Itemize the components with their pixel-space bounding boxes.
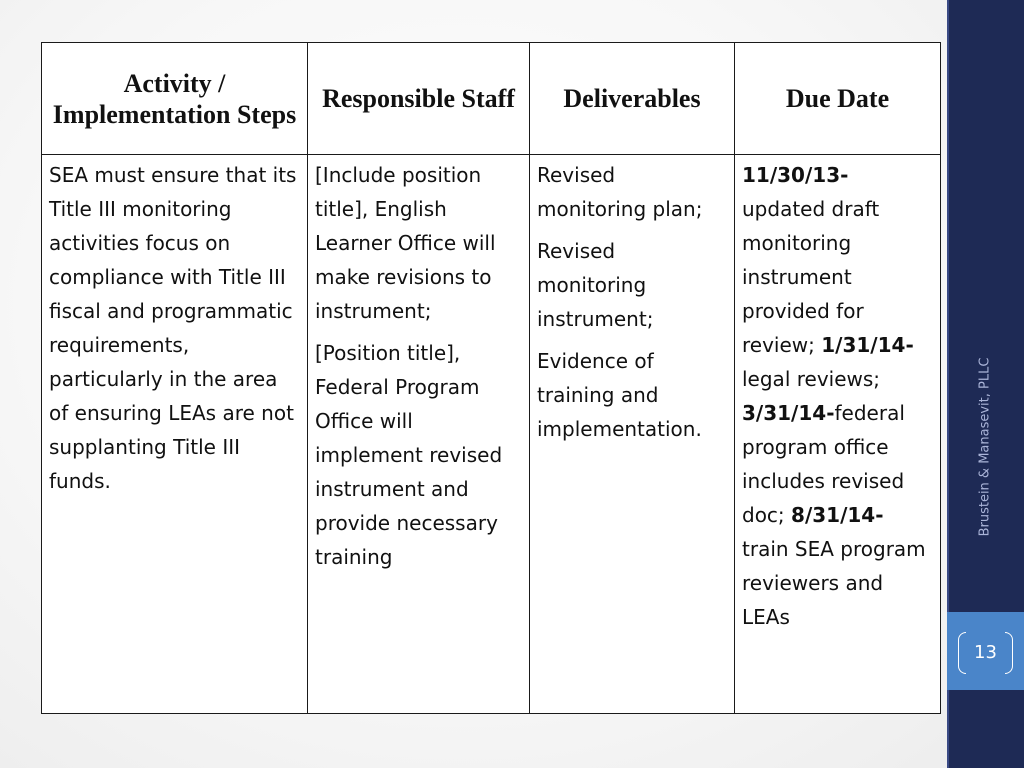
due-date-1-text: updated draft monitoring instrument provided for review; bbox=[742, 197, 880, 357]
due-date-2: 1/31/14- bbox=[821, 333, 914, 357]
footer-firm-name: Brustein & Manasevit, PLLC bbox=[977, 357, 993, 537]
due-date-4: 8/31/14- bbox=[791, 503, 884, 527]
action-plan-table bbox=[41, 42, 941, 714]
header-deliverables: Deliverables bbox=[530, 43, 735, 155]
due-date-4-text: train SEA program reviewers and LEAs bbox=[742, 537, 926, 629]
due-date-2-text: legal reviews; bbox=[742, 367, 881, 391]
due-date-3: 3/31/14- bbox=[742, 401, 835, 425]
table-row bbox=[42, 155, 941, 714]
header-activity: Activity / Implementation Steps bbox=[42, 43, 308, 155]
cell-deliverables bbox=[530, 155, 735, 714]
due-date-1: 11/30/13- bbox=[742, 163, 849, 187]
cell-responsible-staff bbox=[308, 155, 530, 714]
deliverable-item: Revised monitoring plan; bbox=[537, 163, 703, 221]
page-number: 13 bbox=[974, 642, 997, 663]
due-date-3-text: federal program office includes revised doc; bbox=[742, 401, 905, 527]
cell-due-date bbox=[735, 155, 941, 714]
header-responsible-staff: Responsible Staff bbox=[308, 43, 530, 155]
header-due-date: Due Date bbox=[735, 43, 941, 155]
staff-entry: [Include position title], English Learner Office will make revisions to instrument; bbox=[315, 163, 496, 323]
table-header-row bbox=[42, 43, 941, 155]
activity-text: SEA must ensure that its Title III monitoring activities focus on compliance with Title III fiscal and programmatic requirements, particularly in the area of ensuring LEAs are not supplanting Title III funds. bbox=[49, 163, 297, 493]
deliverable-item: Evidence of training and implementation. bbox=[537, 349, 702, 441]
cell-activity bbox=[42, 155, 308, 714]
deliverable-item: Revised monitoring instrument; bbox=[537, 239, 654, 331]
staff-entry: [Position title], Federal Program Office will implement revised instrument and provide necessary training bbox=[315, 341, 503, 569]
